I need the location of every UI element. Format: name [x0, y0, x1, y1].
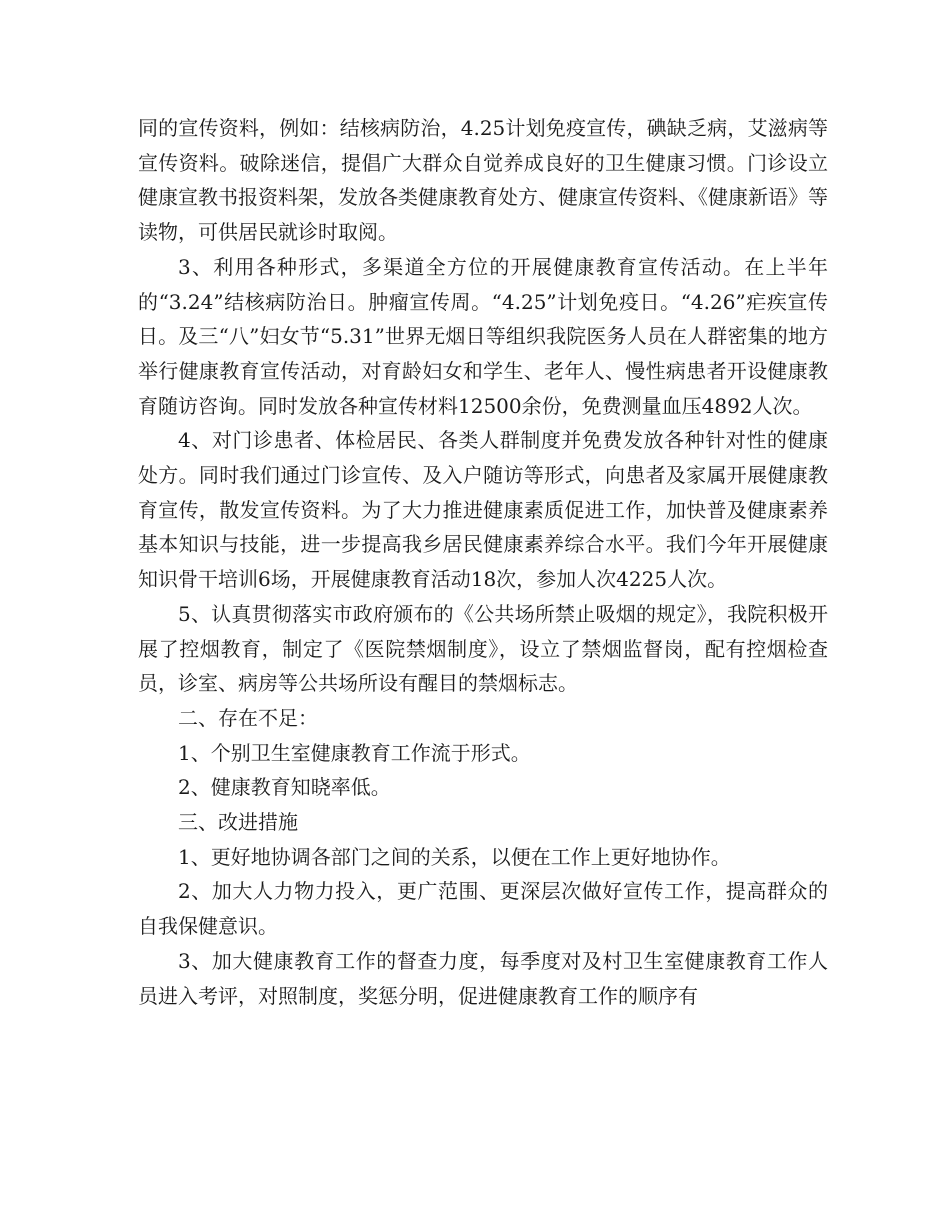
improvement-item-2: 2、加大人力物力投入，更广范围、更深层次做好宣传工作，提高群众的自我保健意识。 [138, 879, 828, 939]
shortcoming-item-2: 2、健康教育知晓率低。 [178, 775, 391, 800]
improvement-item-3: 3、加大健康教育工作的督查力度，每季度对及村卫生室健康教育工作人员进入考评，对照制度，奖惩分明，促进健康教育工作的顺序有 [138, 948, 828, 1008]
section-heading-shortcomings: 二、存在不足： [178, 705, 318, 730]
paragraph-item-5: 5、认真贯彻落实市政府颁布的《公共场所禁止吸烟的规定》，我院积极开展了控烟教育，制定了《医院禁烟制度》，设立了禁烟监督岗，配有控烟检查员，诊室、病房等公共场所设有醒目的禁烟标志。 [138, 601, 828, 696]
shortcoming-item-1: 1、个别卫生室健康教育工作流于形式。 [178, 740, 531, 765]
paragraph-item-3: 3、利用各种形式，多渠道全方位的开展健康教育宣传活动。在上半年的“3.24”结核病防治日。肿瘤宣传周。“4.25”计划免疫日。“4.26”疟疾宣传日。及三“八”妇女节“5.31”世界无烟日等组织我院医务人员在人群密集的地方举行健康教育宣传活动，对育龄妇女和学生、老年人、慢性病患者开设健康教育随访咨询。同时发放各种宣传材料12500余份，免费测量血压4892人次。 [138, 254, 828, 418]
section-heading-improvements: 三、改进措施 [178, 810, 298, 835]
document-page [138, 111, 828, 1013]
paragraph-continued: 同的宣传资料，例如：结核病防治，4.25计划免疫宣传，碘缺乏病，艾滋病等宣传资料。破除迷信，提倡广大群众自觉养成良好的卫生健康习惯。门诊设立健康宣教书报资料架，发放各类健康教育处方、健康宣传资料、《健康新语》等读物，可供居民就诊时取阅。 [138, 116, 828, 245]
paragraph-item-4: 4、对门诊患者、体检居民、各类人群制度并免费发放各种针对性的健康处方。同时我们通过门诊宣传、及入户随访等形式，向患者及家属开展健康教育宣传，散发宣传资料。为了大力推进健康素质促进工作，加快普及健康素养基本知识与技能，进一步提高我乡居民健康素养综合水平。我们今年开展健康知识骨干培训6场，开展健康教育活动18次，参加人次4225人次。 [138, 428, 828, 592]
improvement-item-1: 1、更好地协调各部门之间的关系，以便在工作上更好地协作。 [178, 844, 731, 869]
